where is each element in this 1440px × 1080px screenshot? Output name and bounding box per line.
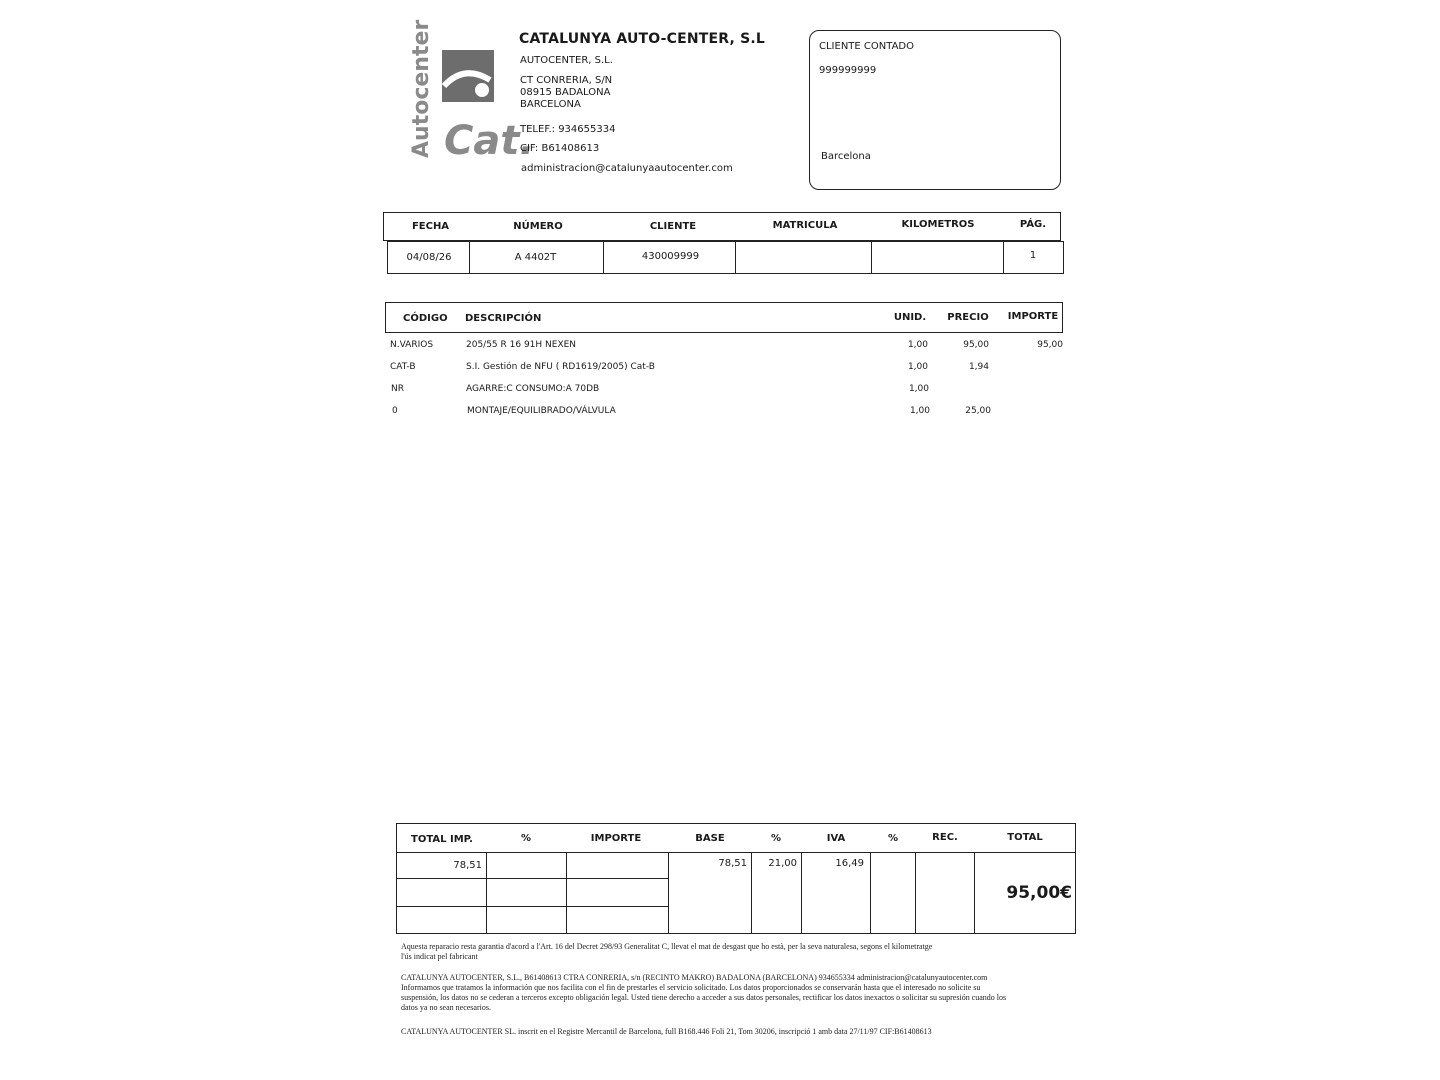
client-id: 999999999 bbox=[819, 65, 877, 76]
registry-text: CATALUNYA AUTOCENTER SL. inscrit en el Registre Mercantil de Barcelona, full B168.446 Foli 21, Tom 30206, inscripció 1 amb data 27/11/97 CIF:B61408613 bbox=[401, 1027, 932, 1036]
company-address bbox=[520, 75, 612, 111]
col-iva: IVA bbox=[826, 833, 846, 844]
col-total-imp: TOTAL IMP. bbox=[411, 834, 473, 845]
value-pag: 1 bbox=[1029, 250, 1037, 261]
col-importe: IMPORTE bbox=[1007, 311, 1059, 322]
privacy-line: suspensión, los datos no se cederan a terceros excepto obligación legal. Usted tiene derecho a acceder a sus datos personales, rectificar los datos inexactos o solicitar su supresión cuando los bbox=[401, 993, 1007, 1002]
privacy-line: datos ya no sean necesarios. bbox=[401, 1003, 491, 1012]
address-line: 08915 BADALONA bbox=[520, 87, 611, 98]
item-desc: S.I. Gestión de NFU ( RD1619/2005) Cat-B bbox=[466, 362, 655, 372]
item-desc: 205/55 R 16 91H NEXEN bbox=[466, 340, 577, 350]
table-row bbox=[390, 362, 1065, 376]
address-line: CT CONRERIA, S/N bbox=[520, 75, 613, 86]
company-name: CATALUNYA AUTO-CENTER, S.L bbox=[519, 31, 766, 47]
item-code: N.VARIOS bbox=[390, 340, 434, 350]
col-codigo: CÓDIGO bbox=[403, 313, 448, 324]
company-email: administracion@catalunyaautocenter.com bbox=[521, 163, 733, 174]
company-subname: AUTOCENTER, S.L. bbox=[520, 55, 613, 66]
value-cliente: 430009999 bbox=[641, 251, 700, 262]
item-code: NR bbox=[391, 384, 404, 394]
address-line: BARCELONA bbox=[520, 99, 581, 110]
client-name: CLIENTE CONTADO bbox=[819, 41, 914, 52]
item-desc: AGARRE:C CONSUMO:A 70DB bbox=[466, 384, 600, 394]
privacy-text bbox=[401, 973, 1081, 1013]
col-total: TOTAL bbox=[1007, 832, 1043, 843]
value-numero: A 4402T bbox=[514, 252, 557, 263]
client-city: Barcelona bbox=[821, 151, 871, 162]
warranty-line: l'ús indicat pel fabricant bbox=[401, 952, 478, 961]
warranty-text bbox=[401, 942, 1081, 962]
col-precio: PRECIO bbox=[947, 312, 989, 323]
col-descripcion: DESCRIPCIÓN bbox=[465, 313, 542, 324]
logo-vertical-text: Autocenter bbox=[409, 19, 434, 158]
item-desc: MONTAJE/EQUILIBRADO/VÁLVULA bbox=[467, 406, 616, 416]
item-units: 1,00 bbox=[908, 384, 929, 394]
item-code: CAT-B bbox=[390, 362, 416, 372]
col-kilometros: KILOMETROS bbox=[901, 219, 975, 230]
item-price: 95,00 bbox=[963, 340, 989, 350]
invoice-header-table bbox=[383, 212, 1061, 276]
warranty-line: Aquesta reparacio resta garantia d'acord a l'Art. 16 del Decret 298/93 Generalitat C, llevat el mat de desgast que ho està, per la seva naturalesa, segons el kilometratge bbox=[401, 942, 933, 951]
col-matricula: MATRICULA bbox=[772, 220, 838, 231]
item-amount: 95,00 bbox=[1037, 340, 1063, 350]
table-row bbox=[391, 384, 1065, 398]
value-total-imp: 78,51 bbox=[453, 860, 482, 871]
value-iva: 16,49 bbox=[835, 858, 864, 869]
item-units: 1,00 bbox=[909, 406, 930, 416]
col-base: BASE bbox=[695, 833, 725, 844]
item-units: 1,00 bbox=[907, 340, 928, 350]
privacy-line: CATALUNYA AUTOCENTER, S.L., B61408613 CTRA CONRERIA, s/n (RECINTO MAKRO) BADALONA (BARCELONA) 934655334 administracion@catalunyautocenter.com bbox=[401, 973, 988, 982]
col-pct-1: % bbox=[520, 833, 532, 844]
company-logo bbox=[404, 19, 535, 164]
logo-cat-text: Cat. bbox=[444, 118, 535, 164]
totals-table bbox=[396, 823, 1077, 935]
company-phone: TELEF.: 934655334 bbox=[520, 124, 616, 135]
col-unid: UNID. bbox=[893, 312, 927, 323]
col-rec: REC. bbox=[932, 832, 958, 843]
item-price: 1,94 bbox=[968, 362, 989, 372]
items-table-head bbox=[385, 302, 1063, 334]
col-pct-2: % bbox=[770, 833, 782, 844]
table-row bbox=[392, 406, 1065, 420]
value-iva-pct: 21,00 bbox=[768, 858, 797, 869]
item-code: 0 bbox=[392, 406, 398, 416]
col-pct-3: % bbox=[887, 833, 899, 844]
value-fecha: 04/08/26 bbox=[406, 252, 452, 263]
col-importe: IMPORTE bbox=[590, 833, 642, 844]
col-numero: NÚMERO bbox=[513, 221, 563, 232]
item-units: 1,00 bbox=[907, 362, 928, 372]
client-box bbox=[809, 30, 1061, 190]
value-base: 78,51 bbox=[718, 858, 747, 869]
privacy-line: Informamos que tratamos la información que nos facilita con el fin de prestarles el servicio solicitado. Los datos proporcionados se conservarán hasta que el interesado no solicite su bbox=[401, 983, 981, 992]
value-total: 95,00€ bbox=[1006, 883, 1072, 903]
col-cliente: CLIENTE bbox=[649, 221, 697, 232]
item-price: 25,00 bbox=[965, 406, 991, 416]
company-cif: CIF: B61408613 bbox=[520, 143, 600, 154]
col-pag: PÁG. bbox=[1019, 219, 1047, 230]
table-row bbox=[390, 340, 1065, 354]
col-fecha: FECHA bbox=[411, 221, 450, 232]
